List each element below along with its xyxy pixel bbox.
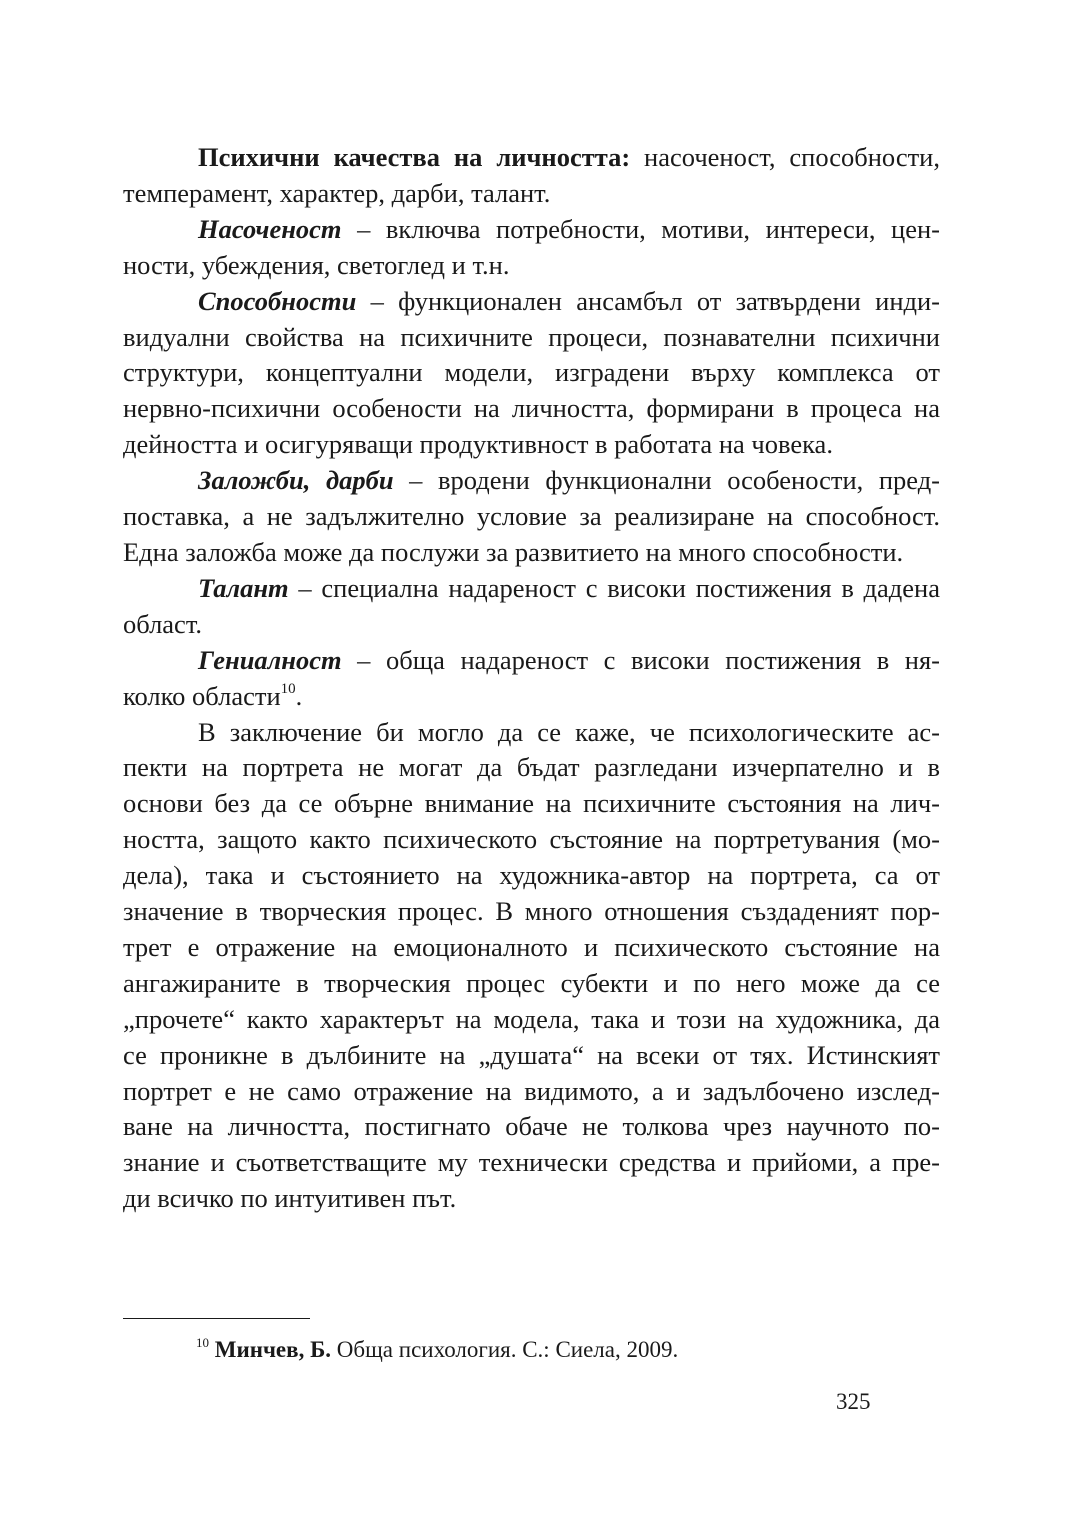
- text-line: дейността и осигуряващи продуктивност в работата на човека.: [123, 429, 833, 460]
- term: Талант: [198, 572, 289, 603]
- term: Насоченост: [198, 213, 342, 244]
- text-line: колко области$^{10}$.: [123, 680, 303, 711]
- text-line: дела), така и състоянието на художника-автор на портрета, са от: [123, 860, 940, 891]
- text-line: Една заложба може да послужи за развитието на много способности.: [123, 536, 904, 567]
- paragraph-aptitudes: [123, 463, 940, 571]
- paragraph-heading: Психични качества на личността:: [198, 142, 631, 172]
- text-line: ности, убеждения, светоглед и т.н.: [123, 249, 510, 280]
- text-line: „прочете“ както характерът на модела, така и този на художника, да: [123, 1003, 940, 1034]
- text-line: ангажираните в творческия процес субекти и по него може да се: [123, 967, 940, 998]
- text-line: област.: [123, 608, 203, 639]
- paragraph-talent: [123, 571, 940, 643]
- text-line: основи без да се обърне внимание на психичните състояния на лич-: [123, 788, 940, 819]
- paragraph-psychic-qualities: [123, 140, 940, 212]
- body-text: [123, 140, 940, 1217]
- text-line: поставка, а не задължително условие за реализиране на способност.: [123, 501, 940, 532]
- text-line: темперамент, характер, дарби, талант.: [123, 177, 551, 208]
- text-line: Способности – функционален ансамбъл от затвърдени инди-: [198, 285, 940, 316]
- term: Заложби, дарби: [198, 465, 394, 496]
- paragraph-orientation: [123, 212, 940, 284]
- text-line: трет е отражение на емоционалното и психическото състояние на: [123, 931, 940, 962]
- text-line: пекти на портрета не могат да бъдат разгледани изчерпателно и в: [123, 752, 940, 783]
- text-line: Гениалност – обща надареност с високи постижения в ня-: [198, 644, 940, 675]
- text-line: структури, концептуални модели, изградени върху комплекса от: [123, 357, 940, 388]
- text-line: Заложби, дарби – вродени функционални особености, пред-: [198, 465, 940, 496]
- text-line: ване на личността, постигнато обаче не толкова чрез научното по-: [123, 1111, 940, 1142]
- text-line: нервно-психични особености на личността, формирани в процеса на: [123, 393, 940, 424]
- text-line: видуални свойства на психичните процеси, познавателни психични: [123, 321, 940, 352]
- page-number: 325: [836, 1389, 871, 1414]
- text-line: В заключение би могло да се каже, че психологическите ас-: [198, 716, 940, 747]
- text-line: знание и съответстващите му технически средства и прийоми, а пре-: [123, 1147, 940, 1178]
- paragraph-conclusion: [123, 715, 940, 1218]
- text-line: Талант – специална надареност с високи постижения в дадена: [198, 572, 940, 603]
- term: Способности: [198, 285, 357, 316]
- paragraph-genius: [123, 643, 940, 715]
- paragraph-abilities: [123, 284, 940, 464]
- text-line: Насоченост – включва потребности, мотиви, интереси, цен-: [198, 213, 940, 244]
- text-line: ди всичко по интуитивен път.: [123, 1183, 457, 1214]
- footnote-separator: [123, 1318, 310, 1319]
- text-line: Психични качества на личността: насоченост, способности,: [198, 142, 940, 172]
- text-line: ността, защото както психическото състояние на портретувания (мо-: [123, 824, 940, 855]
- footnote-author: Минчев, Б.: [214, 1337, 332, 1362]
- text-line: значение в творческия процес. В много отношения създаденият пор-: [123, 896, 940, 927]
- footnote: [196, 1334, 678, 1366]
- term: Гениалност: [198, 644, 342, 675]
- footnote-reference[interactable]: 10: [280, 680, 296, 697]
- footnote-number: 10: [196, 1335, 209, 1351]
- text-line: портрет е не само отражение на видимото, а и задълбочено изслед-: [123, 1075, 940, 1106]
- footnote-text: Обща психология. С.: Сиела, 2009.: [331, 1337, 679, 1362]
- text-line: се проникне в дълбините на „душата“ на всеки от тях. Истинският: [123, 1039, 940, 1070]
